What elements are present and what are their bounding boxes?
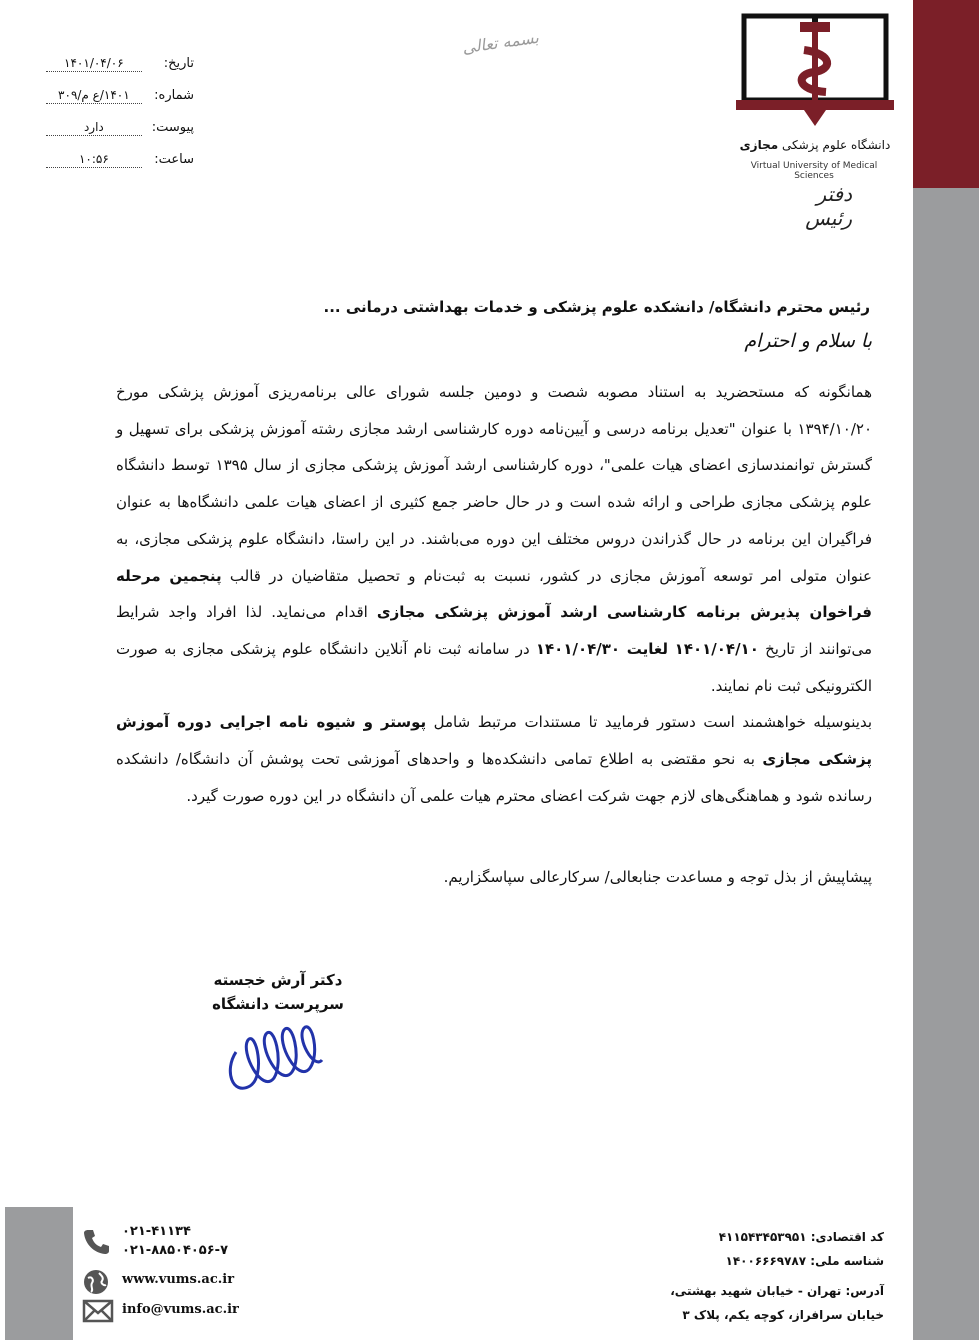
national-id: شناسه ملی: ۱۴۰۰۶۶۶۹۷۸۷	[725, 1254, 884, 1268]
footer-address-block	[600, 1225, 884, 1327]
email-link[interactable]: info@vums.ac.ir	[122, 1302, 239, 1317]
p1-text-e: در سامانه ثبت نام آنلاین دانشگاه علوم پزشکی مجازی به صورت الکترونیکی ثبت نام نمایند.	[116, 639, 872, 695]
number-label: شماره:	[154, 88, 194, 103]
number-field	[44, 84, 194, 116]
letter-addressee: رئیس محترم دانشگاه/ دانشکده علوم پزشکی و خدمات بهداشتی درمانی ...	[323, 298, 870, 316]
signatory-title: سرپرست دانشگاه	[212, 995, 344, 1013]
time-label: ساعت:	[154, 152, 194, 167]
university-logo	[734, 12, 896, 132]
brand-sidebar-top	[913, 0, 979, 188]
website-link[interactable]: www.vums.ac.ir	[122, 1272, 235, 1287]
brand-sidebar-grey	[913, 188, 979, 1340]
signatory-name: دکتر آرش خجسته	[213, 971, 343, 989]
letter-body	[116, 374, 872, 814]
p1-bold-program: پنجمین مرحله فراخوان پذیرش برنامه کارشناسی ارشد آموزش پزشکی مجازی	[116, 566, 872, 622]
date-value: ۱۴۰۱/۰۴/۰۶	[46, 55, 142, 72]
p2-text-c: به نحو مقتضی به اطلاع تمامی دانشکده‌ها و واحدهای آموزشی تحت پوشش آن دانشگاه/ دانشکده رسانده شود و هماهنگی‌های لازم جهت شرکت اعضای محترم هیات علمی آن دانشگاه در این دوره صورت گیرد.	[116, 750, 872, 805]
number-value: ۱۴۰۱/ع م/۳۰۹	[46, 87, 142, 104]
p2-bold-docs: پوستر و شیوه نامه اجرایی دوره آموزش پزشکی مجازی	[116, 713, 873, 769]
university-name-en: Virtual University of Medical Sciences	[750, 161, 878, 181]
economic-code: کد اقتصادی: ۴۱۱۵۴۳۴۵۳۹۵۱	[718, 1230, 884, 1244]
p2-text-a: بدینوسیله خواهشمند است دستور فرمایید تا مستندات مرتبط شامل	[426, 713, 872, 732]
letter-header-fields	[44, 52, 194, 180]
p1-bold-dates: ۱۴۰۱/۰۴/۱۰ لغایت ۱۴۰۱/۰۴/۳۰	[535, 639, 759, 658]
university-name-fa	[736, 138, 894, 152]
letter-closing: پیشاپیش از بذل توجه و مساعدت جنابعالی/ سرکارعالی سپاسگزاریم.	[443, 868, 872, 886]
handwritten-signature	[222, 1000, 332, 1098]
address-line-2: خیابان سرافراز، کوچه یکم، پلاک ۳	[682, 1308, 884, 1322]
paragraph-2	[116, 704, 872, 814]
address-line-1: آدرس: تهران - خیابان شهید بهشتی،	[670, 1284, 884, 1298]
date-label: تاریخ:	[163, 56, 194, 71]
phone-number-1: ۰۲۱-۴۱۱۳۴	[122, 1224, 191, 1239]
time-field	[44, 148, 194, 180]
p1-text-a: همانگونه که مستحضرید به استناد مصوبه شصت و دومین جلسه شورای عالی برنامه‌ریزی آموزش پزشکی مورخ ۱۳۹۴/۱۰/۲۰ با عنوان "تعدیل برنامه درسی و آیین‌نامه دوره کارشناسی ارشد مجازی رشته آموزش پزشکی برای تسهیل و گسترش توانمندسازی اعضای هیات علمی"، دوره کارشناسی ارشد آموزش پزشکی مجازی از سال ۱۳۹۵ توسط دانشگاه علوم پزشکی مجازی طراحی و ارائه شده است و در حال حاضر جمع کثیری از اعضای هیات علمی دانشگاه‌ها به عنوان فراگیران این برنامه در حال گذراندن دروس مختلف این دوره می‌باشند. در این راستا، دانشگاه علوم پزشکی مجازی، به عنوان متولی امر توسعه آموزش مجازی در کشور، نسبت به ثبت‌نام و تحصیل متقاضیان در قالب	[116, 383, 872, 585]
attachment-label: پیوست:	[151, 120, 194, 135]
office-of-president: دفتر رئیس	[805, 182, 852, 230]
phone-icon	[82, 1226, 114, 1256]
besmeh-heading: بسمه تعالی	[461, 27, 540, 58]
footer-grey-strip	[5, 1207, 73, 1340]
date-field	[44, 52, 194, 84]
globe-icon	[82, 1268, 114, 1298]
paragraph-1	[116, 374, 872, 704]
envelope-icon	[82, 1298, 114, 1328]
letter-greeting: با سلام و احترام	[744, 330, 872, 352]
p1-text-c: اقدام می‌نماید. لذا افراد واجد شرایط می‌توانند از تاریخ	[116, 603, 872, 658]
university-name-bold: مجازی	[739, 138, 779, 152]
attachment-value: دارد	[46, 119, 142, 136]
university-name-prefix: دانشگاه علوم پزشکی	[782, 138, 891, 152]
time-value: ۱۰:۵۶	[46, 151, 142, 168]
phone-number-2: ۰۲۱-۸۸۵۰۴۰۵۶-۷	[122, 1243, 229, 1258]
attachment-field	[44, 116, 194, 148]
